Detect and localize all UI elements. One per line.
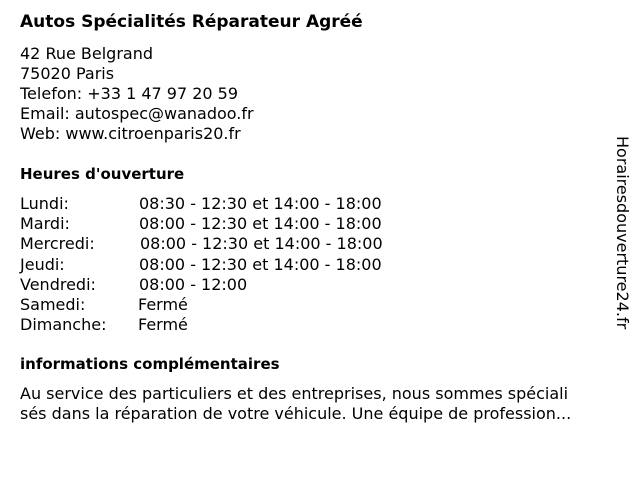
additional-info-text bbox=[20, 384, 620, 424]
additional-info-heading: informations complémentaires bbox=[20, 355, 280, 373]
email-address: Email: autospec@wanadoo.fr bbox=[20, 104, 254, 123]
day-label: Mardi: bbox=[20, 214, 70, 234]
time-value: 08:00 - 12:00 bbox=[139, 274, 248, 294]
day-label: Mercredi: bbox=[20, 234, 95, 254]
opening-hours-heading: Heures d'ouverture bbox=[20, 165, 185, 183]
business-name: Autos Spécialités Réparateur Agréé bbox=[20, 12, 363, 32]
phone-number: Telefon: +33 1 47 97 20 59 bbox=[20, 84, 239, 103]
day-label: Samedi: bbox=[20, 294, 86, 314]
day-label: Jeudi: bbox=[20, 254, 65, 274]
info-line-2: sés dans la réparation de votre véhicule. Une équipe de profession... bbox=[20, 404, 572, 423]
website-address: Web: www.citroenparis20.fr bbox=[20, 124, 241, 143]
time-value: Fermé bbox=[138, 294, 188, 314]
day-label: Dimanche: bbox=[20, 315, 107, 335]
time-value: Fermé bbox=[138, 315, 188, 335]
time-value: 08:30 - 12:30 et 14:00 - 18:00 bbox=[139, 194, 382, 213]
time-value: 08:00 - 12:30 et 14:00 - 18:00 bbox=[139, 254, 382, 274]
contact-block bbox=[20, 44, 254, 144]
time-value: 08:00 - 12:30 et 14:00 - 18:00 bbox=[139, 214, 382, 234]
day-label: Vendredi: bbox=[20, 274, 96, 294]
time-value: 08:00 - 12:30 et 14:00 - 18:00 bbox=[140, 234, 383, 254]
info-line-1: Au service des particuliers et des entreprises, nous sommes spéciali bbox=[20, 384, 569, 403]
city-address: 75020 Paris bbox=[20, 64, 115, 83]
site-watermark: Horairesdouverture24.fr bbox=[613, 136, 632, 330]
day-label: Lundi: bbox=[20, 194, 69, 213]
street-address: 42 Rue Belgrand bbox=[20, 44, 154, 63]
